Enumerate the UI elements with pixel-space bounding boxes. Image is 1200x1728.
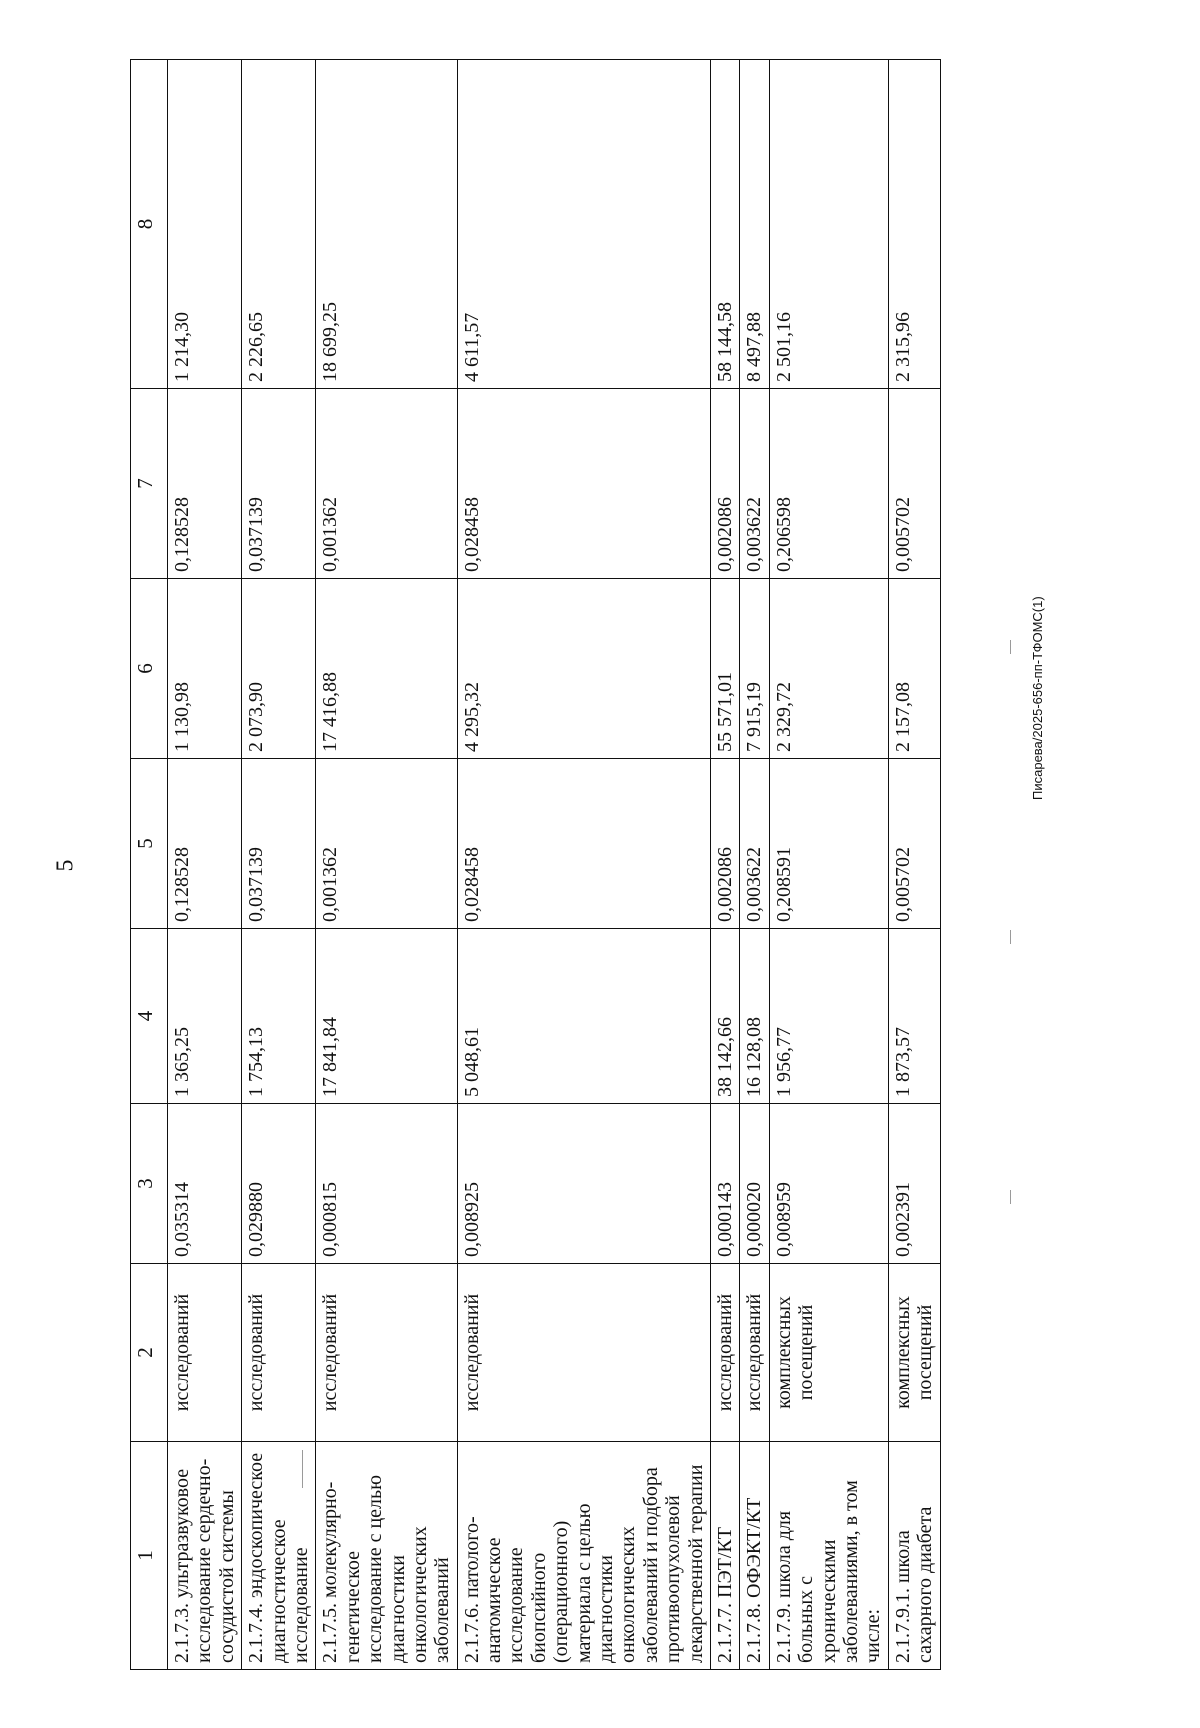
value-cell: 0,037139 [242,759,316,929]
value-cell: 0,003622 [740,759,769,929]
tariff-table [130,59,941,1670]
value-cell: 0,000020 [740,1104,769,1264]
column-header: 3 [131,1104,168,1264]
row-title: 2.1.7.8. ОФЭКТ/КТ [740,1442,769,1670]
table-row [740,60,769,1670]
value-cell: 1 873,57 [888,929,940,1104]
value-cell: 1 130,98 [168,579,242,759]
value-cell: 17 416,88 [316,579,457,759]
row-title: 2.1.7.4. эндоскопическое диагностическое исследование [242,1442,316,1670]
value-cell: 18 699,25 [316,60,457,389]
header-row [131,60,168,1670]
unit-cell: исследований [710,1264,739,1442]
value-cell: 0,029880 [242,1104,316,1264]
column-header: 4 [131,929,168,1104]
value-cell: 1 214,30 [168,60,242,389]
unit-cell: исследований [316,1264,457,1442]
value-cell: 0,008959 [769,1104,888,1264]
value-cell: 0,037139 [242,389,316,579]
value-cell: 0,208591 [769,759,888,929]
value-cell: 0,003622 [740,389,769,579]
unit-cell: исследований [457,1264,710,1442]
value-cell: 0,005702 [888,389,940,579]
value-cell: 5 048,61 [457,929,710,1104]
page-number: 5 [52,859,79,872]
value-cell: 2 329,72 [769,579,888,759]
value-cell: 38 142,66 [710,929,739,1104]
column-header: 6 [131,579,168,759]
value-cell: 1 754,13 [242,929,316,1104]
value-cell: 0,000143 [710,1104,739,1264]
table-row [769,60,888,1670]
unit-cell: исследований [740,1264,769,1442]
value-cell: 0,035314 [168,1104,242,1264]
value-cell: 2 501,16 [769,60,888,389]
table-row [457,60,710,1670]
value-cell: 2 073,90 [242,579,316,759]
unit-cell: комплексных посещений [769,1264,888,1442]
value-cell: 0,005702 [888,759,940,929]
value-cell: 58 144,58 [710,60,739,389]
table-row [168,60,242,1670]
value-cell: 1 956,77 [769,929,888,1104]
row-title: 2.1.7.9. школа для больных с хроническими заболеваниями, в том числе: [769,1442,888,1670]
value-cell: 0,008925 [457,1104,710,1264]
table-row [710,60,739,1670]
value-cell: 0,028458 [457,759,710,929]
value-cell: 1 365,25 [168,929,242,1104]
value-cell: 0,000815 [316,1104,457,1264]
value-cell: 0,001362 [316,759,457,929]
value-cell: 8 497,88 [740,60,769,389]
value-cell: 2 315,96 [888,60,940,389]
rotated-table-container [130,60,1052,1670]
table-row [316,60,457,1670]
value-cell: 0,002086 [710,389,739,579]
value-cell: 0,128528 [168,759,242,929]
column-header: 1 [131,1442,168,1670]
unit-cell: комплексных посещений [888,1264,940,1442]
document-id-footer: Писарева/2025-656-пп-ТФОМС(1) [1030,596,1045,800]
unit-cell: исследований [168,1264,242,1442]
value-cell: 4 295,32 [457,579,710,759]
table-row [242,60,316,1670]
value-cell: 0,028458 [457,389,710,579]
value-cell: 55 571,01 [710,579,739,759]
value-cell: 0,002391 [888,1104,940,1264]
value-cell: 0,002086 [710,759,739,929]
value-cell: 17 841,84 [316,929,457,1104]
value-cell: 0,206598 [769,389,888,579]
value-cell: 0,001362 [316,389,457,579]
value-cell: 2 226,65 [242,60,316,389]
row-title: 2.1.7.5. молекулярно-генетическое исследование с целью диагностики онкологических заболеваний [316,1442,457,1670]
value-cell: 2 157,08 [888,579,940,759]
value-cell: 0,128528 [168,389,242,579]
unit-cell: исследований [242,1264,316,1442]
row-title: 2.1.7.7. ПЭТ/КТ [710,1442,739,1670]
column-header: 5 [131,759,168,929]
row-title: 2.1.7.3. ультразвуковое исследование сердечно-сосудистой системы [168,1442,242,1670]
row-title: 2.1.7.6. патолого-анатомическое исследование биопсийного (операционного) материала с целью диагностики онкологических заболеваний и подбора противоопухолевой лекарственной терапии [457,1442,710,1670]
value-cell: 4 611,57 [457,60,710,389]
column-header: 8 [131,60,168,389]
row-title: 2.1.7.9.1. школа сахарного диабета [888,1442,940,1670]
value-cell: 16 128,08 [740,929,769,1104]
value-cell: 7 915,19 [740,579,769,759]
column-header: 7 [131,389,168,579]
table-row [888,60,940,1670]
column-header: 2 [131,1264,168,1442]
